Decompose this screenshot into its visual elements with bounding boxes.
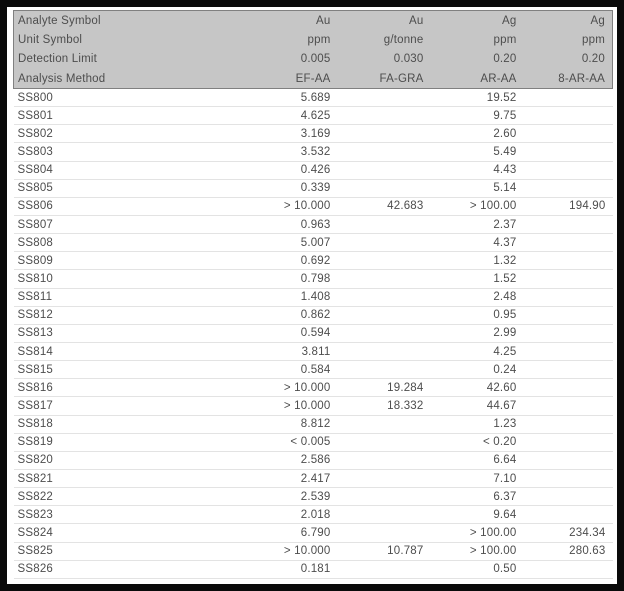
- result-value: 0.798: [241, 270, 334, 288]
- result-value: 0.963: [241, 215, 334, 233]
- result-value: [520, 107, 613, 125]
- result-value: 5.689: [241, 89, 334, 107]
- result-value: [520, 488, 613, 506]
- result-value: 1.32: [427, 252, 520, 270]
- result-value: [520, 143, 613, 161]
- result-value: [334, 306, 427, 324]
- result-value: [334, 342, 427, 360]
- result-value: 0.594: [241, 324, 334, 342]
- table-row: [14, 415, 613, 433]
- table-row: [14, 469, 613, 487]
- result-value: [334, 488, 427, 506]
- result-value: 2.586: [241, 451, 334, 469]
- sample-id: SS800: [14, 89, 241, 107]
- sample-id: SS810: [14, 270, 241, 288]
- sample-id: SS817: [14, 397, 241, 415]
- header-label: Analyte Symbol: [14, 11, 241, 31]
- assay-results-table: [13, 10, 613, 579]
- table-row: [14, 89, 613, 107]
- result-value: 2.539: [241, 488, 334, 506]
- sample-id: SS824: [14, 524, 241, 542]
- result-value: [520, 252, 613, 270]
- result-value: 5.49: [427, 143, 520, 161]
- result-value: [520, 89, 613, 107]
- result-value: [520, 125, 613, 143]
- result-value: > 100.00: [427, 524, 520, 542]
- result-value: [520, 161, 613, 179]
- header-label: Detection Limit: [14, 50, 241, 70]
- sample-id: SS804: [14, 161, 241, 179]
- result-value: 2.60: [427, 125, 520, 143]
- result-value: 42.60: [427, 379, 520, 397]
- table-row: [14, 542, 613, 560]
- result-value: > 100.00: [427, 542, 520, 560]
- result-value: 0.862: [241, 306, 334, 324]
- header-label: Unit Symbol: [14, 30, 241, 50]
- header-value: Ag: [427, 11, 520, 31]
- sample-id: SS820: [14, 451, 241, 469]
- result-value: [334, 506, 427, 524]
- result-value: < 0.005: [241, 433, 334, 451]
- table-row: [14, 397, 613, 415]
- result-value: 1.52: [427, 270, 520, 288]
- result-value: [520, 234, 613, 252]
- sample-id: SS805: [14, 179, 241, 197]
- table-row: [14, 288, 613, 306]
- table-row: [14, 234, 613, 252]
- result-value: 19.52: [427, 89, 520, 107]
- sample-id: SS806: [14, 197, 241, 215]
- result-value: > 10.000: [241, 397, 334, 415]
- result-value: 4.625: [241, 107, 334, 125]
- result-value: 9.75: [427, 107, 520, 125]
- sample-id: SS812: [14, 306, 241, 324]
- result-value: 194.90: [520, 197, 613, 215]
- result-value: [520, 215, 613, 233]
- table-row: [14, 451, 613, 469]
- header-value: g/tonne: [334, 30, 427, 50]
- result-value: [520, 506, 613, 524]
- sample-id: SS809: [14, 252, 241, 270]
- result-value: 42.683: [334, 197, 427, 215]
- result-value: [334, 469, 427, 487]
- result-value: 3.532: [241, 143, 334, 161]
- result-value: 2.417: [241, 469, 334, 487]
- result-value: [520, 433, 613, 451]
- header-value: ppm: [241, 30, 334, 50]
- table-row: [14, 107, 613, 125]
- result-value: 18.332: [334, 397, 427, 415]
- result-value: [334, 324, 427, 342]
- header-value: AR-AA: [427, 69, 520, 89]
- result-value: [334, 560, 427, 578]
- result-value: [334, 361, 427, 379]
- table-row: [14, 324, 613, 342]
- sample-id: SS811: [14, 288, 241, 306]
- table-row: [14, 433, 613, 451]
- result-value: [334, 415, 427, 433]
- header-value: 0.030: [334, 50, 427, 70]
- result-value: 2.99: [427, 324, 520, 342]
- result-value: 7.10: [427, 469, 520, 487]
- header-value: 0.005: [241, 50, 334, 70]
- result-value: [334, 107, 427, 125]
- result-value: [520, 342, 613, 360]
- sample-id: SS823: [14, 506, 241, 524]
- result-value: [520, 324, 613, 342]
- sample-id: SS803: [14, 143, 241, 161]
- table-row: [14, 215, 613, 233]
- result-value: 280.63: [520, 542, 613, 560]
- table-row: [14, 306, 613, 324]
- header-value: ppm: [427, 30, 520, 50]
- result-value: 0.426: [241, 161, 334, 179]
- result-value: [334, 234, 427, 252]
- table-row: [14, 270, 613, 288]
- table-row: [14, 252, 613, 270]
- header-value: 8-AR-AA: [520, 69, 613, 89]
- table-row: [14, 197, 613, 215]
- result-value: [334, 451, 427, 469]
- result-value: 2.48: [427, 288, 520, 306]
- header-value: Au: [241, 11, 334, 31]
- result-value: > 10.000: [241, 379, 334, 397]
- table-row: [14, 342, 613, 360]
- result-value: 4.43: [427, 161, 520, 179]
- result-value: 6.37: [427, 488, 520, 506]
- sample-id: SS826: [14, 560, 241, 578]
- result-value: > 10.000: [241, 197, 334, 215]
- header-value: Au: [334, 11, 427, 31]
- header-row: [14, 50, 613, 70]
- result-value: [334, 125, 427, 143]
- table-row: [14, 560, 613, 578]
- header-value: 0.20: [520, 50, 613, 70]
- sample-id: SS808: [14, 234, 241, 252]
- result-value: [334, 433, 427, 451]
- result-value: 5.14: [427, 179, 520, 197]
- result-value: [520, 270, 613, 288]
- result-value: [520, 397, 613, 415]
- result-value: 6.64: [427, 451, 520, 469]
- sample-id: SS825: [14, 542, 241, 560]
- table-row: [14, 361, 613, 379]
- result-value: 8.812: [241, 415, 334, 433]
- header-row: [14, 11, 613, 31]
- header-value: 0.20: [427, 50, 520, 70]
- result-value: [520, 469, 613, 487]
- result-value: 4.37: [427, 234, 520, 252]
- sample-id: SS813: [14, 324, 241, 342]
- result-value: [520, 361, 613, 379]
- result-value: 0.584: [241, 361, 334, 379]
- result-value: [334, 89, 427, 107]
- table-row: [14, 143, 613, 161]
- result-value: [334, 252, 427, 270]
- result-value: [520, 379, 613, 397]
- result-value: 44.67: [427, 397, 520, 415]
- result-value: 10.787: [334, 542, 427, 560]
- result-value: 0.24: [427, 361, 520, 379]
- result-value: 1.23: [427, 415, 520, 433]
- result-value: 4.25: [427, 342, 520, 360]
- table-row: [14, 506, 613, 524]
- result-value: 5.007: [241, 234, 334, 252]
- header-row: [14, 30, 613, 50]
- table-row: [14, 179, 613, 197]
- table-row: [14, 379, 613, 397]
- result-value: 9.64: [427, 506, 520, 524]
- sample-id: SS821: [14, 469, 241, 487]
- sample-id: SS807: [14, 215, 241, 233]
- result-value: 3.811: [241, 342, 334, 360]
- sample-id: SS814: [14, 342, 241, 360]
- result-value: [334, 288, 427, 306]
- result-value: 234.34: [520, 524, 613, 542]
- result-value: 3.169: [241, 125, 334, 143]
- result-value: 19.284: [334, 379, 427, 397]
- result-value: < 0.20: [427, 433, 520, 451]
- result-value: [334, 179, 427, 197]
- result-value: 1.408: [241, 288, 334, 306]
- table-row: [14, 524, 613, 542]
- sample-id: SS818: [14, 415, 241, 433]
- sample-id: SS802: [14, 125, 241, 143]
- result-value: [520, 415, 613, 433]
- result-value: [520, 560, 613, 578]
- result-value: [520, 451, 613, 469]
- result-value: > 100.00: [427, 197, 520, 215]
- header-value: FA-GRA: [334, 69, 427, 89]
- sample-id: SS819: [14, 433, 241, 451]
- header-label: Analysis Method: [14, 69, 241, 89]
- assay-table-body: [14, 89, 613, 579]
- table-row: [14, 161, 613, 179]
- sample-id: SS816: [14, 379, 241, 397]
- result-value: [520, 306, 613, 324]
- result-value: [334, 161, 427, 179]
- report-page: [7, 7, 617, 584]
- result-value: 2.37: [427, 215, 520, 233]
- header-row: [14, 69, 613, 89]
- result-value: [334, 524, 427, 542]
- sample-id: SS801: [14, 107, 241, 125]
- result-value: 6.790: [241, 524, 334, 542]
- result-value: > 10.000: [241, 542, 334, 560]
- sample-id: SS822: [14, 488, 241, 506]
- header-value: EF-AA: [241, 69, 334, 89]
- result-value: [334, 143, 427, 161]
- result-value: [334, 215, 427, 233]
- result-value: 0.181: [241, 560, 334, 578]
- header-value: ppm: [520, 30, 613, 50]
- result-value: 2.018: [241, 506, 334, 524]
- result-value: [520, 179, 613, 197]
- result-value: 0.339: [241, 179, 334, 197]
- header-value: Ag: [520, 11, 613, 31]
- result-value: 0.95: [427, 306, 520, 324]
- table-row: [14, 488, 613, 506]
- result-value: [520, 288, 613, 306]
- table-row: [14, 125, 613, 143]
- sample-id: SS815: [14, 361, 241, 379]
- result-value: 0.692: [241, 252, 334, 270]
- assay-table-head: [14, 11, 613, 89]
- result-value: 0.50: [427, 560, 520, 578]
- result-value: [334, 270, 427, 288]
